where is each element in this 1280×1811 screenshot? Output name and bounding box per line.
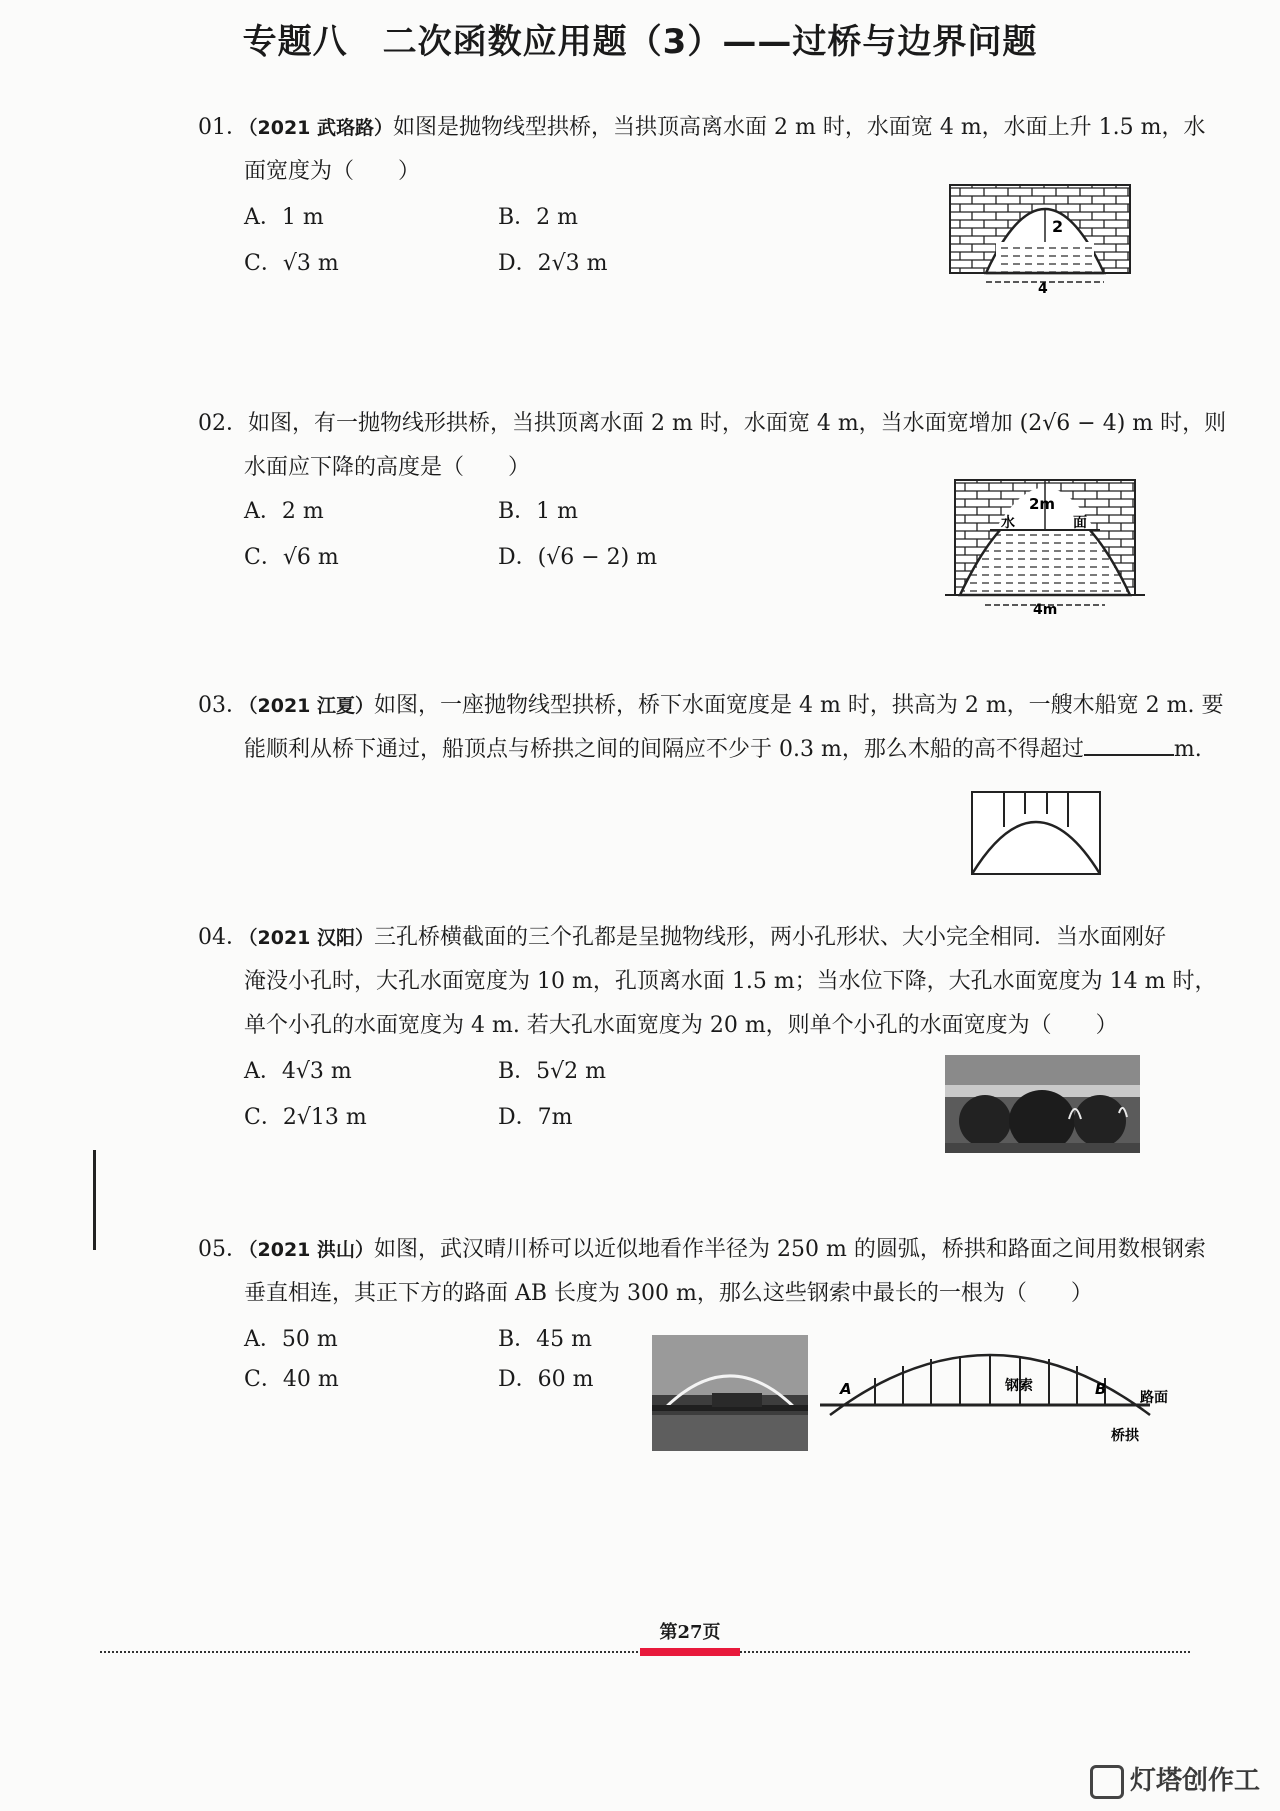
option-a: A．50 m bbox=[244, 1327, 338, 1352]
question-01-line1 bbox=[198, 106, 1206, 150]
figure-01-height-label: 2 bbox=[1052, 217, 1064, 236]
question-05-line1 bbox=[198, 1228, 1206, 1272]
option-d: D．2√3 m bbox=[498, 251, 608, 276]
question-number: 05． bbox=[198, 1237, 248, 1262]
figure-02-width-label: 4m bbox=[1033, 602, 1058, 615]
footer-accent-bar bbox=[640, 1648, 740, 1656]
page-number: 第27页 bbox=[659, 1622, 721, 1643]
figure-01-arch-bridge bbox=[940, 180, 1140, 295]
question-02-line1 bbox=[198, 402, 1226, 446]
question-text: 能顺利从桥下通过，船顶点与桥拱之间的间隔应不少于 0.3 m，那么木船的高不得超过 bbox=[244, 737, 1084, 762]
option-d: D．(√6 − 2) m bbox=[498, 545, 658, 570]
figure-01-width-label: 4 bbox=[1038, 281, 1048, 295]
question-source: （2021 武珞路） bbox=[248, 117, 393, 139]
question-text: 如图是抛物线型拱桥，当拱顶高离水面 2 m 时，水面宽 4 m，水面上升 1.5 m，水 bbox=[393, 115, 1206, 140]
question-01-line2: 面宽度为（ ） bbox=[244, 159, 421, 184]
question-number: 04． bbox=[198, 925, 248, 950]
question-number: 03． bbox=[198, 693, 248, 718]
figure-02-water-label-left: 水 bbox=[1001, 515, 1015, 531]
figure-04-three-arch-bridge-photo bbox=[945, 1055, 1140, 1153]
option-c: C．2√13 m bbox=[244, 1105, 367, 1130]
question-04-line1 bbox=[198, 916, 1166, 960]
question-04-line3: 单个小孔的水面宽度为 4 m. 若大孔水面宽度为 20 m，则单个小孔的水面宽度为（ ） bbox=[244, 1013, 1118, 1038]
question-source: （2021 洪山） bbox=[248, 1239, 374, 1261]
option-a: A．1 m bbox=[244, 205, 324, 230]
arch-label: 桥拱 bbox=[1111, 1428, 1139, 1444]
question-03-line2 bbox=[244, 728, 1202, 772]
question-number: 01． bbox=[198, 115, 248, 140]
point-b-label: B bbox=[1095, 1380, 1107, 1398]
question-02-line2: 水面应下降的高度是（ ） bbox=[244, 455, 531, 480]
option-b: B．45 m bbox=[498, 1327, 593, 1352]
option-c: C．√3 m bbox=[244, 251, 339, 276]
brand-watermark: 灯塔创作工 bbox=[1090, 1760, 1260, 1799]
figure-05-bridge-diagram bbox=[815, 1340, 1185, 1460]
figure-05-bridge-photo bbox=[652, 1335, 808, 1451]
cable-label: 钢索 bbox=[1005, 1378, 1033, 1394]
road-label: 路面 bbox=[1140, 1390, 1168, 1406]
question-05-line2: 垂直相连，其正下方的路面 AB 长度为 300 m，那么这些钢索中最长的一根为（ ） bbox=[244, 1281, 1093, 1306]
option-c: C．40 m bbox=[244, 1367, 339, 1392]
question-04-line2: 淹没小孔时，大孔水面宽度为 10 m，孔顶离水面 1.5 m；当水位下降，大孔水面宽度为 14 m 时， bbox=[244, 969, 1217, 994]
answer-blank[interactable] bbox=[1084, 732, 1174, 756]
page-title: 专题八 二次函数应用题（3）——过桥与边界问题 bbox=[242, 22, 1038, 62]
option-a: A．4√3 m bbox=[244, 1059, 352, 1084]
figure-02-water-label-right: 面 bbox=[1073, 515, 1087, 531]
option-b: B．5√2 m bbox=[498, 1059, 607, 1084]
question-source: （2021 江夏） bbox=[248, 695, 374, 717]
option-b: B．2 m bbox=[498, 205, 579, 230]
option-d: D．7m bbox=[498, 1105, 573, 1130]
brand-logo-icon bbox=[1090, 1765, 1124, 1799]
question-text: 如图，一座抛物线型拱桥，桥下水面宽度是 4 m 时，拱高为 2 m，一艘木船宽 2 m. 要 bbox=[374, 693, 1224, 718]
figure-03-arch-bridge bbox=[970, 790, 1105, 880]
question-text: 如图，武汉晴川桥可以近似地看作半径为 250 m 的圆弧，桥拱和路面之间用数根钢索 bbox=[374, 1237, 1206, 1262]
question-source: （2021 汉阳） bbox=[248, 927, 374, 949]
unit-text: m. bbox=[1173, 737, 1202, 762]
figure-02-height-label: 2m bbox=[1029, 495, 1056, 513]
option-c: C．√6 m bbox=[244, 545, 339, 570]
figure-02-arch-bridge bbox=[945, 475, 1145, 615]
question-03-line1 bbox=[198, 684, 1224, 728]
point-a-label: A bbox=[840, 1380, 852, 1398]
option-a: A．2 m bbox=[244, 499, 324, 524]
question-number: 02． bbox=[198, 411, 248, 436]
question-text: 如图，有一抛物线形拱桥，当拱顶离水面 2 m 时，水面宽 4 m，当水面宽增加 (2√6 − 4) m 时，则 bbox=[248, 411, 1227, 436]
scan-margin-mark bbox=[93, 1150, 96, 1250]
option-b: B．1 m bbox=[498, 499, 579, 524]
question-text: 三孔桥横截面的三个孔都是呈抛物线形，两小孔形状、大小完全相同．当水面刚好 bbox=[374, 925, 1167, 950]
option-d: D．60 m bbox=[498, 1367, 594, 1392]
